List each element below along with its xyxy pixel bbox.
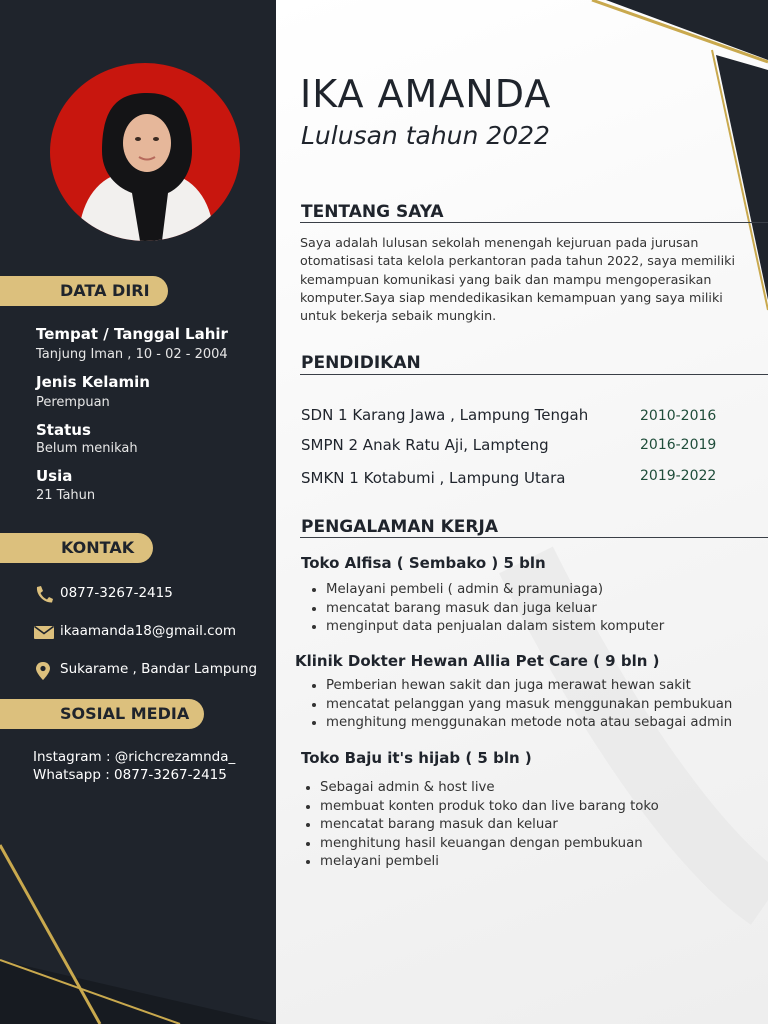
- profile-name: IKA AMANDA: [300, 72, 552, 116]
- sidebar: [0, 0, 276, 1024]
- mail-icon: [34, 625, 54, 641]
- sosial-media-heading: [0, 699, 204, 729]
- profile-photo: [50, 63, 240, 241]
- school-3: SMKN 1 Kotabumi , Lampung Utara: [301, 469, 566, 487]
- birth-label: Tempat / Tanggal Lahir: [36, 325, 228, 343]
- school-2: SMPN 2 Anak Ratu Aji, Lampteng: [301, 436, 549, 454]
- gender-value: Perempuan: [36, 395, 110, 410]
- job-2-title: Klinik Dokter Hewan Allia Pet Care ( 9 bln ): [295, 652, 660, 670]
- list-item: • mencatat barang masuk dan keluar: [320, 816, 659, 835]
- phone-text: 0877-3267-2415: [60, 585, 173, 601]
- job-2-duties: [306, 677, 732, 733]
- email-text[interactable]: ikaamanda18@gmail.com: [60, 623, 236, 639]
- data-diri-heading: [0, 276, 168, 306]
- job-1-title: Toko Alfisa ( Sembako ) 5 bln: [301, 554, 546, 572]
- kontak-heading: [0, 533, 153, 563]
- pendidikan-heading: PENDIDIKAN: [301, 353, 421, 373]
- list-item: • menghitung menggunakan metode nota atau sebagai admin: [326, 714, 732, 733]
- gender-label: Jenis Kelamin: [36, 373, 150, 391]
- list-item: • Pemberian hewan sakit dan juga merawat hewan sakit: [326, 677, 732, 696]
- school-1-years: 2010-2016: [640, 408, 717, 424]
- school-3-years: 2019-2022: [640, 468, 717, 484]
- school-1: SDN 1 Karang Jawa , Lampung Tengah: [301, 406, 589, 424]
- job-1-duties: [306, 581, 664, 637]
- person-portrait-icon: [50, 63, 240, 241]
- pengalaman-heading: PENGALAMAN KERJA: [301, 517, 498, 537]
- job-3-duties: [300, 779, 659, 872]
- list-item: • menginput data penjualan dalam sistem komputer: [326, 618, 664, 637]
- kontak-heading-text: KONTAK: [61, 538, 135, 557]
- age-value: 21 Tahun: [36, 488, 96, 503]
- tentang-heading: TENTANG SAYA: [301, 202, 444, 222]
- job-3-title: Toko Baju it's hijab ( 5 bln ): [301, 749, 532, 767]
- status-value: Belum menikah: [36, 441, 138, 456]
- sosial-media-heading-text: SOSIAL MEDIA: [60, 704, 190, 723]
- list-item: • membuat konten produk toko dan live barang toko: [320, 798, 659, 817]
- list-item: • mencatat pelanggan yang masuk menggunakan pembukuan: [326, 696, 732, 715]
- location-pin-icon: [34, 661, 52, 681]
- birth-value: Tanjung Iman , 10 - 02 - 2004: [36, 347, 228, 362]
- whatsapp-text[interactable]: Whatsapp : 0877-3267-2415: [33, 767, 227, 783]
- pengalaman-divider: [300, 537, 768, 538]
- list-item: • menghitung hasil keuangan dengan pembukuan: [320, 835, 659, 854]
- tentang-text: Saya adalah lulusan sekolah menengah kejuruan pada jurusan otomatisasi tata kelola perkantoran pada tahun 2022, saya memiliki kemampuan komunikasi yang baik dan mampu mengoperasikan komputer.Saya siap mendedikasikan kemampuan yang saya miliki untuk bekerja sebaik mungkin.: [300, 235, 735, 324]
- list-item: • melayani pembeli: [320, 853, 659, 872]
- instagram-text[interactable]: Instagram : @richcrezamnda_: [33, 749, 236, 765]
- tentang-divider: [300, 222, 768, 223]
- pendidikan-divider: [300, 374, 768, 375]
- list-item: • Sebagai admin & host live: [320, 779, 659, 798]
- profile-subtitle: Lulusan tahun 2022: [301, 121, 550, 150]
- list-item: • mencatat barang masuk dan juga keluar: [326, 600, 664, 619]
- school-2-years: 2016-2019: [640, 437, 717, 453]
- list-item: • Melayani pembeli ( admin & pramuniaga): [326, 581, 664, 600]
- address-text: Sukarame , Bandar Lampung: [60, 661, 258, 677]
- status-label: Status: [36, 421, 91, 439]
- phone-icon: [34, 585, 54, 603]
- age-label: Usia: [36, 467, 73, 485]
- data-diri-heading-text: DATA DIRI: [60, 281, 150, 300]
